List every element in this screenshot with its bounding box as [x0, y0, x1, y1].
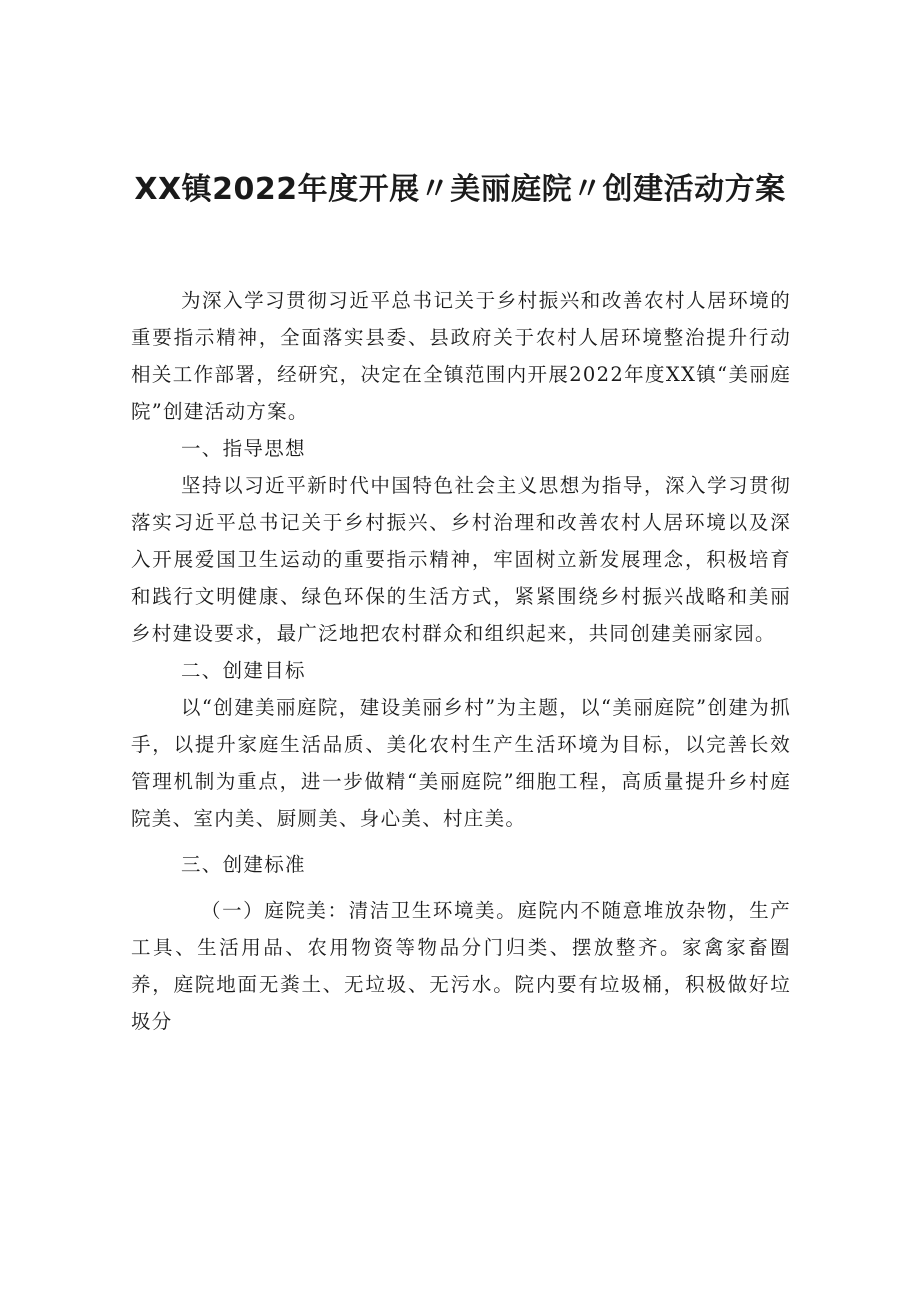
intro-paragraph: 为深入学习贯彻习近平总书记关于乡村振兴和改善农村人居环境的重要指示精神，全面落实县委、县政府关于农村人居环境整治提升行动相关工作部署，经研究，决定在全镇范围内开展2022年度XX镇“美丽庭院”创建活动方案。 [131, 289, 791, 423]
section-text-guiding-ideology: 坚持以习近平新时代中国特色社会主义思想为指导，深入学习贯彻落实习近平总书记关于乡村振兴、乡村治理和改善农村人居环境以及深入开展爱国卫生运动的重要指示精神，牢固树立新发展理念，积极培育和践行文明健康、绿色环保的生活方式，紧紧围绕乡村振兴战略和美丽乡村建设要求，最广泛地把农村群众和组织起来，共同创建美丽家园。 [131, 474, 791, 645]
section-heading-standards: 三、创建标准 [181, 853, 306, 876]
section-text-goals: 以“创建美丽庭院，建设美丽乡村”为主题，以“美丽庭院”创建为抓手，以提升家庭生活品质、美化农村生产生活环境为目标，以完善长效管理机制为重点，进一步做精“美丽庭院”细胞工程，高质量提升乡村庭院美、室内美、厨厕美、身心美、村庄美。 [131, 696, 791, 830]
document-body [131, 282, 791, 1040]
section-text-standards: （一）庭院美：清洁卫生环境美。庭院内不随意堆放杂物，生产工具、生活用品、农用物资等物品分门归类、摆放整齐。家禽家畜圈养，庭院地面无粪土、无垃圾、无污水。院内要有垃圾桶，积极做好垃圾分 [131, 899, 791, 1033]
document-title: XX镇2022年度开展〃美丽庭院〃创建活动方案 [134, 172, 786, 207]
section-heading-goals: 二、创建目标 [181, 659, 306, 682]
section-heading-guiding-ideology: 一、指导思想 [181, 437, 306, 460]
